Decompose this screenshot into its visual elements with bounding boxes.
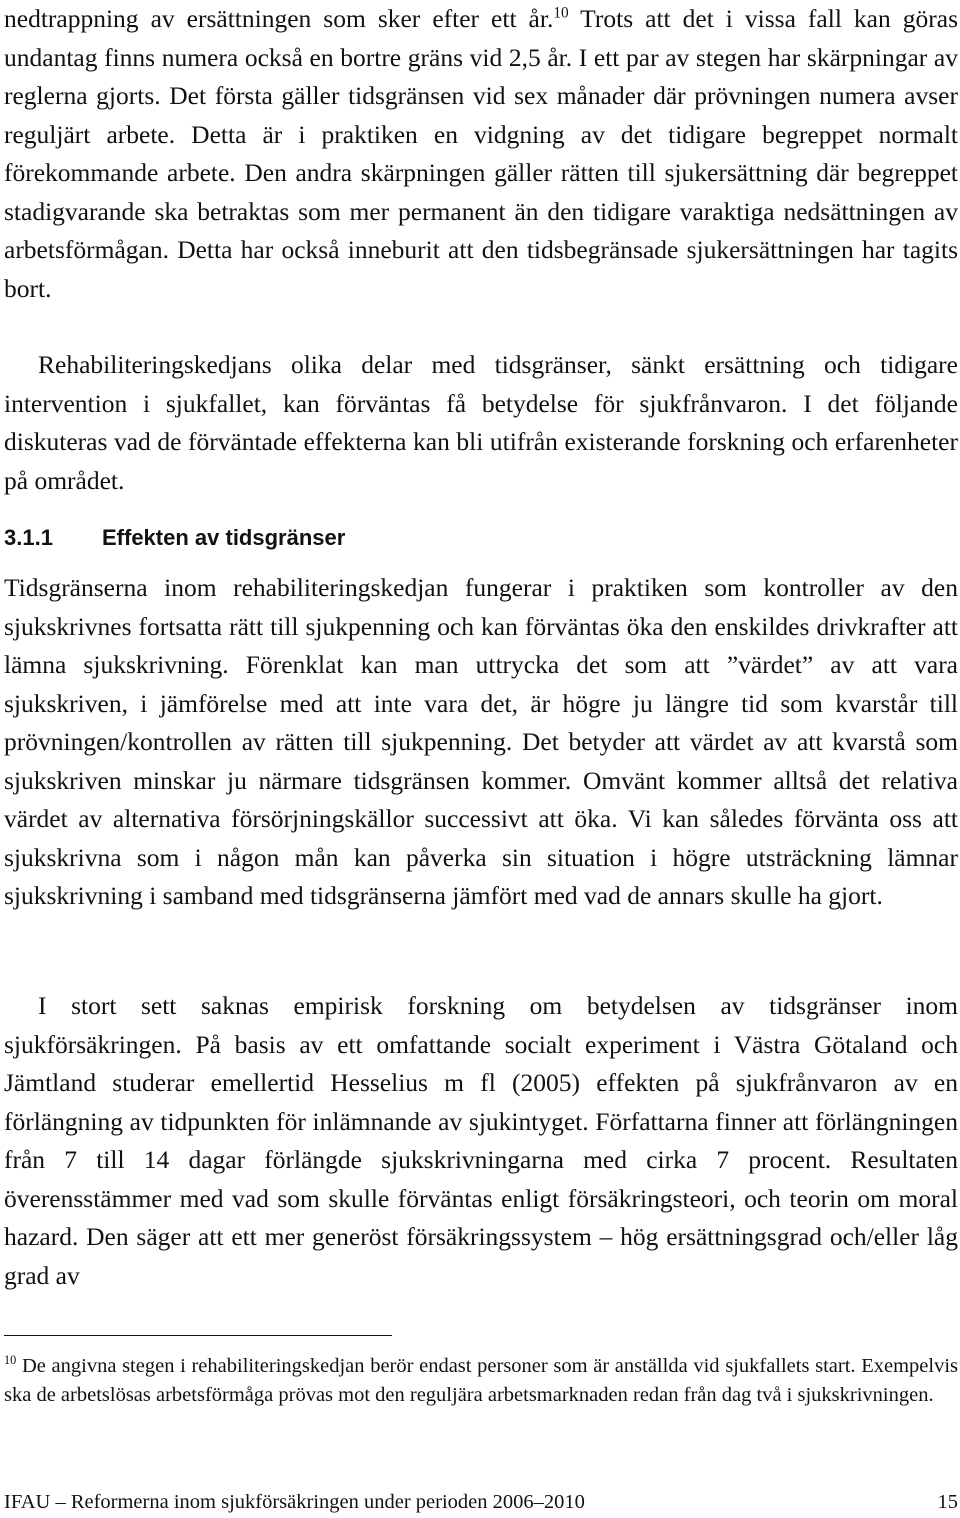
paragraph-1-text-b: Trots att det i vissa fall kan göras undantag finns numera också en bortre gräns vid 2,5 år. I ett par av stegen har skärpningar av reglerna gjorts. Det första gäller tidsgränsen vid sex månader där prövningen numera avser reguljärt arbete. Detta är i praktiken en vidgning av det tidigare begreppet normalt förekommande arbete. Den andra skärpningen gäller rätten till sjukersättning där begreppet stadigvarande ska betraktas som mer permanent än den tidigare varaktiga nedsättningen av arbetsförmågan. Detta har också inneburit att den tidsbegränsade sjukersättningen har tagits bort. bbox=[4, 4, 958, 303]
footnote-text: De angivna stegen i rehabiliteringskedjan berör endast personer som är anställda vid sjukfallets start. Exempelvis ska de arbetslösas arbetsförmåga prövas mot den reguljära arbetsmarknaden redan från dag två i sjukskrivningen. bbox=[4, 1355, 958, 1406]
footnote-separator bbox=[4, 1335, 392, 1336]
section-title: Effekten av tidsgränser bbox=[102, 525, 346, 550]
page-number: 15 bbox=[937, 1491, 958, 1513]
document-page bbox=[4, 0, 958, 1518]
page-footer bbox=[4, 1489, 958, 1515]
body-paragraph-3: Tidsgränserna inom rehabiliteringskedjan fungerar i praktiken som kontroller av den sjukskrivnes fortsatta rätt till sjukpenning och kan förväntas öka den enskildes drivkrafter att lämna sjukskrivning. Förenklat kan man uttrycka det som att ”värdet” av att vara sjukskriven, i jämförelse med att inte vara det, är högre ju längre tid som kvarstår till prövningen/kontrollen av rätten till sjukpenning. Det betyder att värdet av att kvarstå som sjukskriven minskar ju närmare tidsgränsen kommer. Omvänt kommer alltså det relativa värdet av alternativa försörjningskällor successivt att öka. Vi kan således förvänta oss att sjukskrivna som i någon mån kan påverka sin situation i högre utsträckning lämnar sjukskrivning i samband med tidsgränserna jämfört med vad de annars skulle ha gjort. bbox=[4, 573, 958, 910]
footnote-marker: 10 bbox=[4, 1353, 17, 1368]
body-paragraph-1 bbox=[4, 0, 958, 308]
body-paragraph-4: I stort sett saknas empirisk forskning om betydelsen av tidsgränser inom sjukförsäkringen. På basis av ett omfattande socialt experiment i Västra Götaland och Jämtland studerar emellertid Hesselius m fl (2005) effekten på sjukfrånvaron av en förlängning av tidpunkten för inlämnande av sjukintyget. Författarna finner att förlängningen från 7 till 14 dagar förlängde sjukskrivningarna med cirka 7 procent. Resultaten överensstämmer med vad som skulle förväntas enligt försäkringsteori, och teorin om moral hazard. Den säger att ett mer generöst försäkringssystem – hög ersättningsgrad och/eller låg grad av bbox=[4, 991, 958, 1290]
footnote-reference[interactable]: 10 bbox=[553, 4, 569, 22]
section-number: 3.1.1 bbox=[4, 525, 53, 550]
body-paragraph-2: Rehabiliteringskedjans olika delar med tidsgränser, sänkt ersättning och tidigare intervention i sjukfallet, kan förväntas få betydelse för sjukfrånvaron. I det följande diskuteras vad de förväntade effekterna kan bli utifrån existerande forskning och erfarenheter på området. bbox=[4, 350, 958, 495]
section-heading bbox=[4, 525, 345, 551]
paragraph-1-text-a: nedtrappning av ersättningen som sker efter ett år. bbox=[4, 4, 554, 33]
footer-title: IFAU – Reformerna inom sjukförsäkringen under perioden 2006–2010 bbox=[4, 1491, 585, 1513]
footnote bbox=[4, 1352, 958, 1410]
